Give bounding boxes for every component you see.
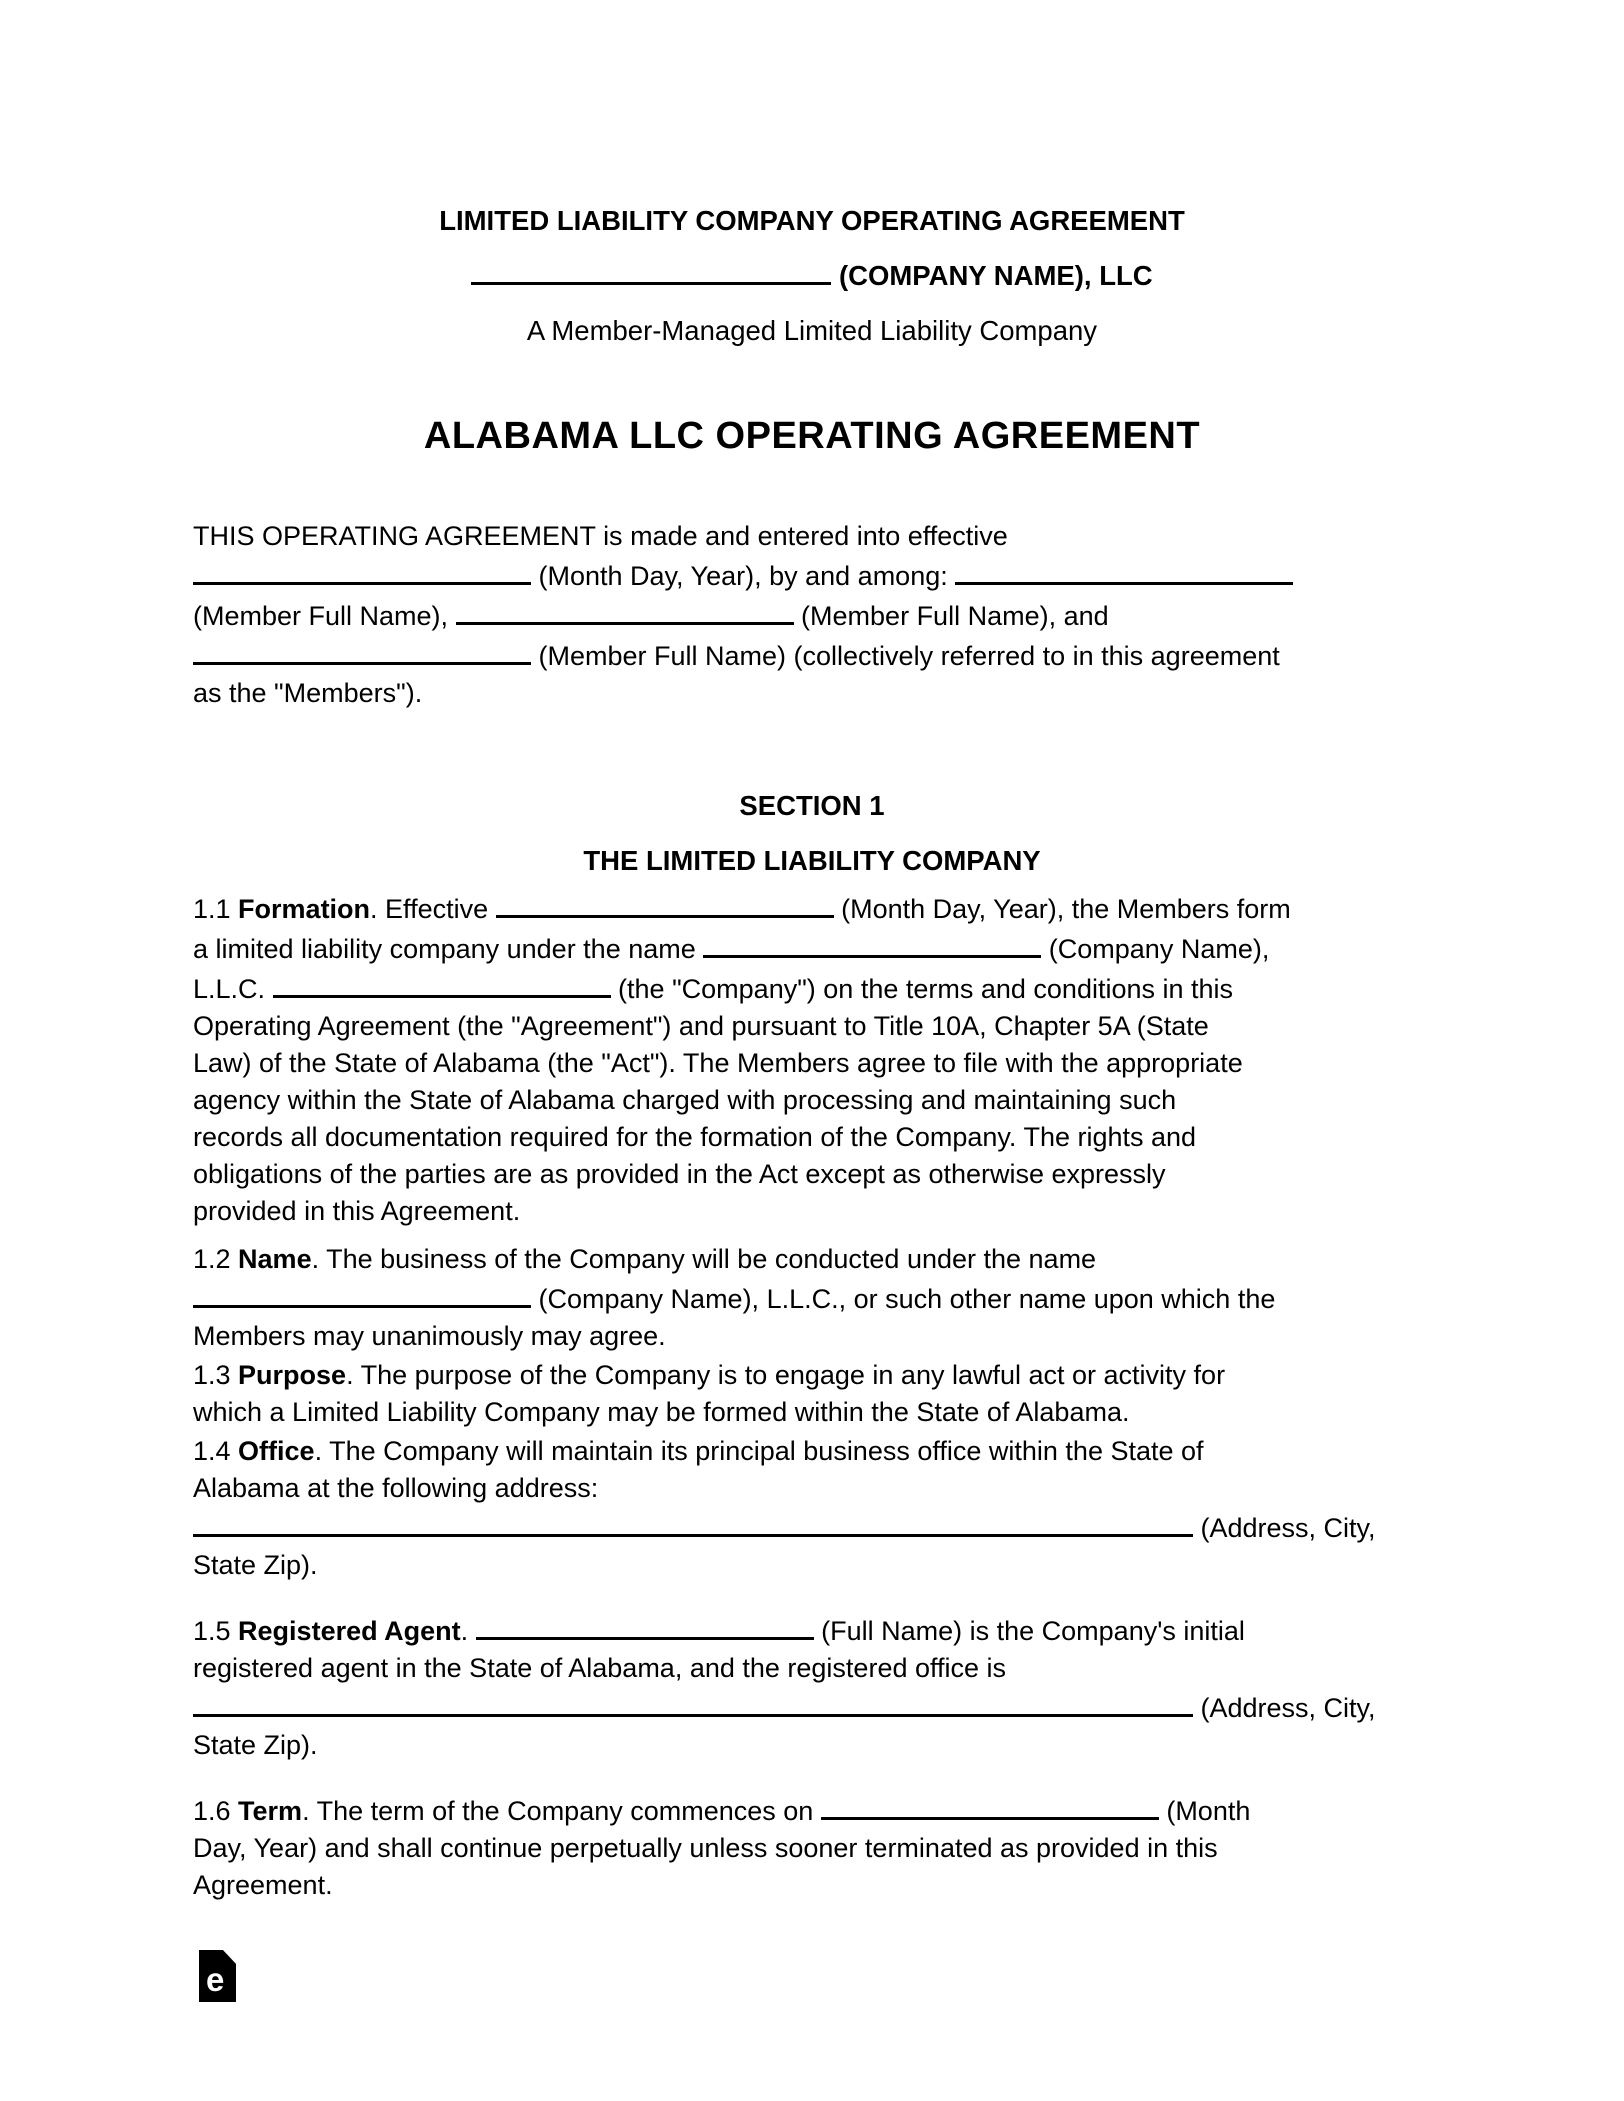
text-line: (Month Day, Year), by and among: bbox=[193, 555, 1444, 595]
text-line: obligations of the parties are as provided in the Act except as otherwise expressly bbox=[193, 1159, 1166, 1189]
document-title-line2 bbox=[0, 248, 1624, 303]
intro-paragraph bbox=[193, 518, 1444, 712]
bold-keyword: Purpose bbox=[238, 1360, 347, 1390]
bold-keyword: Term bbox=[238, 1796, 303, 1826]
text-line: Alabama at the following address: bbox=[193, 1473, 599, 1503]
fill-in-blank[interactable] bbox=[193, 1278, 531, 1308]
logo-letter: e bbox=[206, 1961, 225, 1998]
fill-in-blank[interactable] bbox=[193, 1507, 1193, 1537]
paragraph-1-5-registered-agent bbox=[193, 1610, 1444, 1764]
text-line: 1.3 Purpose. The purpose of the Company is to engage in any lawful act or activity for bbox=[193, 1360, 1226, 1390]
text-line: State Zip). bbox=[193, 1730, 318, 1760]
fill-in-blank[interactable] bbox=[955, 555, 1293, 585]
section-1-heading: SECTION 1 bbox=[739, 790, 885, 821]
fill-in-blank[interactable] bbox=[193, 635, 531, 665]
text-line: 1.6 Term. The term of the Company commences on (Month bbox=[193, 1790, 1444, 1830]
bold-keyword: Office bbox=[238, 1436, 315, 1466]
text-line: (Address, City, bbox=[193, 1507, 1444, 1547]
fill-in-blank[interactable] bbox=[476, 1610, 814, 1640]
bold-keyword: Registered Agent bbox=[238, 1616, 461, 1646]
text-line: which a Limited Liability Company may be formed within the State of Alabama. bbox=[193, 1397, 1130, 1427]
text-line: (Member Full Name) (collectively referred to in this agreement bbox=[193, 635, 1444, 675]
eforms-document-icon bbox=[199, 1950, 236, 2002]
main-heading: ALABAMA LLC OPERATING AGREEMENT bbox=[423, 415, 1201, 457]
paragraph-1-4-office bbox=[193, 1433, 1444, 1584]
text-line: L.L.C. (the "Company") on the terms and conditions in this bbox=[193, 968, 1444, 1008]
text-line: Operating Agreement (the "Agreement") and pursuant to Title 10A, Chapter 5A (State bbox=[193, 1011, 1209, 1041]
text-line: Agreement. bbox=[193, 1870, 333, 1900]
text-line: agency within the State of Alabama charged with processing and maintaining such bbox=[193, 1085, 1177, 1115]
text-line: Law) of the State of Alabama (the "Act"). The Members agree to file with the appropriate bbox=[193, 1048, 1243, 1078]
text-line: records all documentation required for the formation of the Company. The rights and bbox=[193, 1122, 1197, 1152]
document-subtitle: A Member-Managed Limited Liability Company bbox=[526, 315, 1098, 346]
text-line: (COMPANY NAME), LLC bbox=[0, 248, 1624, 303]
text-line: (Company Name), L.L.C., or such other name upon which the bbox=[193, 1278, 1444, 1318]
text-line: 1.4 Office. The Company will maintain its principal business office within the State of bbox=[193, 1436, 1204, 1466]
fill-in-blank[interactable] bbox=[193, 555, 531, 585]
text-line: (Address, City, bbox=[193, 1687, 1444, 1727]
paragraph-1-6-term bbox=[193, 1790, 1444, 1904]
text-line: 1.5 Registered Agent. (Full Name) is the Company's initial bbox=[193, 1610, 1444, 1650]
text-line: THIS OPERATING AGREEMENT is made and entered into effective bbox=[193, 521, 1008, 551]
fill-in-blank[interactable] bbox=[821, 1790, 1159, 1820]
text-line: a limited liability company under the name (Company Name), bbox=[193, 928, 1444, 968]
text-line: 1.1 Formation. Effective (Month Day, Year), the Members form bbox=[193, 888, 1444, 928]
section-1-heading-block bbox=[0, 778, 1624, 888]
fill-in-blank[interactable] bbox=[456, 595, 794, 625]
paragraph-1-2-name bbox=[193, 1241, 1444, 1355]
paragraph-1-1-formation bbox=[193, 888, 1444, 1230]
bold-keyword: Formation bbox=[238, 894, 371, 924]
text-line: Members may unanimously may agree. bbox=[193, 1321, 666, 1351]
text-line: provided in this Agreement. bbox=[193, 1196, 521, 1226]
fill-in-blank[interactable] bbox=[703, 928, 1041, 958]
section-1-subheading: THE LIMITED LIABILITY COMPANY bbox=[583, 845, 1041, 876]
text-line: State Zip). bbox=[193, 1550, 318, 1580]
text-line: registered agent in the State of Alabama, and the registered office is bbox=[193, 1653, 1007, 1683]
fill-in-blank[interactable] bbox=[193, 1687, 1193, 1717]
fill-in-blank[interactable] bbox=[273, 968, 611, 998]
fill-in-blank[interactable] bbox=[471, 255, 831, 286]
fill-in-blank[interactable] bbox=[496, 888, 834, 918]
document-title-line1: LIMITED LIABILITY COMPANY OPERATING AGREEMENT bbox=[439, 205, 1185, 236]
eforms-logo bbox=[199, 1950, 236, 2002]
text-line: Day, Year) and shall continue perpetually unless sooner terminated as provided in this bbox=[193, 1833, 1218, 1863]
text-line: as the "Members"). bbox=[193, 678, 423, 708]
paragraph-1-3-purpose bbox=[193, 1357, 1444, 1431]
text-line: (Member Full Name), (Member Full Name), and bbox=[193, 595, 1444, 635]
document-header bbox=[0, 193, 1624, 358]
bold-keyword: Name bbox=[238, 1244, 312, 1274]
text-line: 1.2 Name. The business of the Company will be conducted under the name bbox=[193, 1244, 1097, 1274]
